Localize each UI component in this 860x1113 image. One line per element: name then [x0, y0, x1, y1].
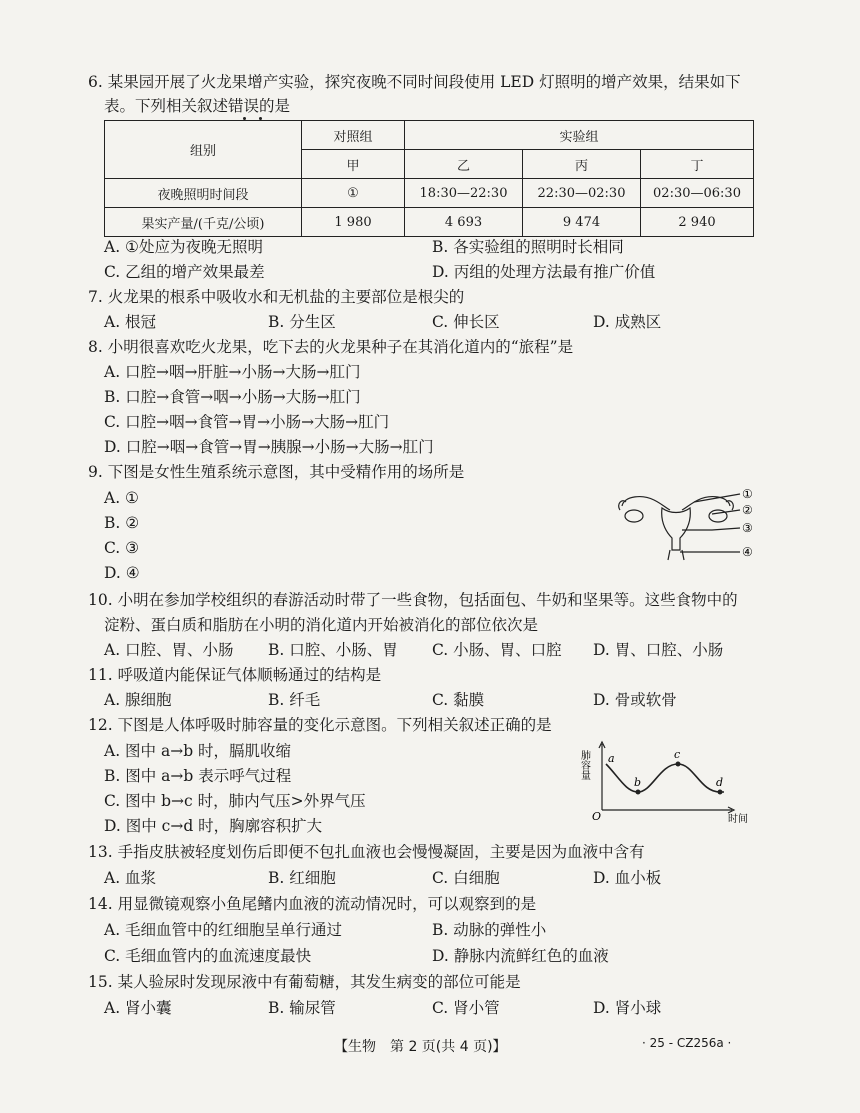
q12-option-d: D. 图中 c→d 时，胸廓容积扩大: [104, 817, 323, 835]
q11-option-a: A. 腺细胞: [104, 691, 172, 709]
q15-option-a: A. 肾小囊: [104, 999, 172, 1017]
table-cell: 02:30—06:30: [641, 179, 754, 208]
q7-option-a: A. 根冠: [104, 313, 157, 331]
table-header-group: 组别: [105, 121, 302, 179]
table-cell: ①: [302, 179, 405, 208]
q10-option-b: B. 口腔、小肠、胃: [268, 641, 398, 659]
q8-option-c: C. 口腔→咽→食管→胃→小肠→大肠→肛门: [104, 413, 390, 431]
q6-data-table: [104, 120, 754, 237]
point-d-label: d: [716, 776, 724, 789]
table-header-experiment: 实验组: [405, 121, 754, 150]
lung-volume-graph: [578, 740, 758, 825]
table-row-label: 夜晚照明时间段: [105, 179, 302, 208]
q15-option-d: D. 肾小球: [593, 999, 662, 1017]
q9-option-b: B. ②: [104, 514, 140, 532]
left-ovary: [625, 510, 643, 522]
figure-label-2: ②: [742, 503, 753, 517]
page-footer-code: · 25 - CZ256a ·: [642, 1036, 732, 1050]
q11-option-c: C. 黏膜: [432, 691, 485, 709]
page-footer-center: 【生物 第 2 页(共 4 页)】: [334, 1039, 507, 1055]
x-axis-label: 时间: [728, 814, 748, 825]
female-reproductive-system-figure: [612, 484, 762, 564]
q9-option-c: C. ③: [104, 539, 140, 557]
q15-option-b: B. 输尿管: [268, 999, 336, 1017]
q10-stem-line1: 10. 小明在参加学校组织的春游活动时带了一些食物，包括面包、牛奶和坚果等。这些食物中的: [88, 591, 738, 609]
table-cell: 9 474: [523, 208, 641, 237]
table-cell: 18:30—22:30: [405, 179, 523, 208]
figure-label-4: ④: [742, 545, 753, 559]
origin-label: O: [592, 810, 602, 823]
q15-stem: 15. 某人验尿时发现尿液中有葡萄糖，其发生病变的部位可能是: [88, 973, 521, 991]
point-b-label: b: [634, 776, 642, 789]
q7-stem: 7. 火龙果的根系中吸收水和无机盐的主要部位是根尖的: [88, 288, 465, 306]
q14-option-d: D. 静脉内流鲜红色的血液: [432, 947, 609, 965]
q7-option-c: C. 伸长区: [432, 313, 500, 331]
q9-stem: 9. 下图是女性生殖系统示意图，其中受精作用的场所是: [88, 463, 465, 481]
q8-option-d: D. 口腔→咽→食管→胃→胰腺→小肠→大肠→肛门: [104, 438, 434, 456]
point-b: [636, 790, 641, 795]
point-a-label: a: [608, 752, 615, 765]
q11-stem: 11. 呼吸道内能保证气体顺畅通过的结构是: [88, 666, 382, 684]
q10-option-a: A. 口腔、胃、小肠: [104, 641, 234, 659]
q9-option-a: A. ①: [104, 489, 139, 507]
q10-option-d: D. 胃、口腔、小肠: [593, 641, 724, 659]
q13-option-d: D. 血小板: [593, 869, 662, 887]
point-c-label: c: [674, 748, 681, 761]
q6-option-d: D. 丙组的处理方法最有推广价值: [432, 263, 656, 281]
q14-stem: 14. 用显微镜观察小鱼尾鳍内血液的流动情况时，可以观察到的是: [88, 895, 537, 913]
q12-option-c: C. 图中 b→c 时，肺内气压>外界气压: [104, 792, 366, 810]
q8-stem: 8. 小明很喜欢吃火龙果，吃下去的火龙果种子在其消化道内的“旅程”是: [88, 338, 574, 356]
table-cell: 1 980: [302, 208, 405, 237]
table-group-cell: 丙: [523, 150, 641, 179]
q13-option-c: C. 白细胞: [432, 869, 500, 887]
table-group-cell: 乙: [405, 150, 523, 179]
table-row-label: 果实产量/(千克/公顷): [105, 208, 302, 237]
q15-option-c: C. 肾小管: [432, 999, 500, 1017]
q10-stem-line2: 淀粉、蛋白质和脂肪在小明的消化道内开始被消化的部位依次是: [104, 616, 539, 634]
q6-option-c: C. 乙组的增产效果最差: [104, 263, 265, 281]
table-group-cell: 甲: [302, 150, 405, 179]
y-axis-label: 肺容量: [578, 750, 590, 780]
q9-option-d: D. ④: [104, 564, 140, 582]
lung-volume-curve: [606, 764, 724, 792]
q13-option-b: B. 红细胞: [268, 869, 336, 887]
point-d: [718, 790, 723, 795]
q8-option-b: B. 口腔→食管→咽→小肠→大肠→肛门: [104, 388, 361, 406]
point-c: [676, 762, 681, 767]
uterus: [662, 508, 691, 550]
q6-option-a: A. ①处应为夜晚无照明: [104, 238, 263, 256]
q10-option-c: C. 小肠、胃、口腔: [432, 641, 562, 659]
table-cell: 2 940: [641, 208, 754, 237]
q14-option-c: C. 毛细血管内的血流速度最快: [104, 947, 312, 965]
q7-option-b: B. 分生区: [268, 313, 336, 331]
q6-stem-line2: 表。下列相关叙述错误的是: [104, 97, 291, 115]
q6-stem-line1: 6. 某果园开展了火龙果增产实验，探究夜晚不同时间段使用 LED 灯照明的增产效果，结果如下: [88, 73, 741, 91]
q8-option-a: A. 口腔→咽→肝脏→小肠→大肠→肛门: [104, 363, 361, 381]
q6-option-b: B. 各实验组的照明时长相同: [432, 238, 624, 256]
q13-option-a: A. 血浆: [104, 869, 157, 887]
figure-label-1: ①: [742, 487, 753, 501]
label-line-3: [682, 528, 740, 530]
q12-option-b: B. 图中 a→b 表示呼气过程: [104, 767, 292, 785]
q13-stem: 13. 手指皮肤被轻度划伤后即便不包扎血液也会慢慢凝固，主要是因为血液中含有: [88, 843, 645, 861]
table-group-cell: 丁: [641, 150, 754, 179]
q12-option-a: A. 图中 a→b 时，膈肌收缩: [104, 742, 292, 760]
q12-stem: 12. 下图是人体呼吸时肺容量的变化示意图。下列相关叙述正确的是: [88, 716, 552, 734]
table-cell: 4 693: [405, 208, 523, 237]
q14-option-a: A. 毛细血管中的红细胞呈单行通过: [104, 921, 343, 939]
q11-option-d: D. 骨或软骨: [593, 691, 677, 709]
q7-option-d: D. 成熟区: [593, 313, 662, 331]
label-line-1: [694, 494, 740, 502]
q11-option-b: B. 纤毛: [268, 691, 321, 709]
q14-option-b: B. 动脉的弹性小: [432, 921, 547, 939]
table-cell: 22:30—02:30: [523, 179, 641, 208]
table-header-control: 对照组: [302, 121, 405, 150]
figure-label-3: ③: [742, 521, 753, 535]
